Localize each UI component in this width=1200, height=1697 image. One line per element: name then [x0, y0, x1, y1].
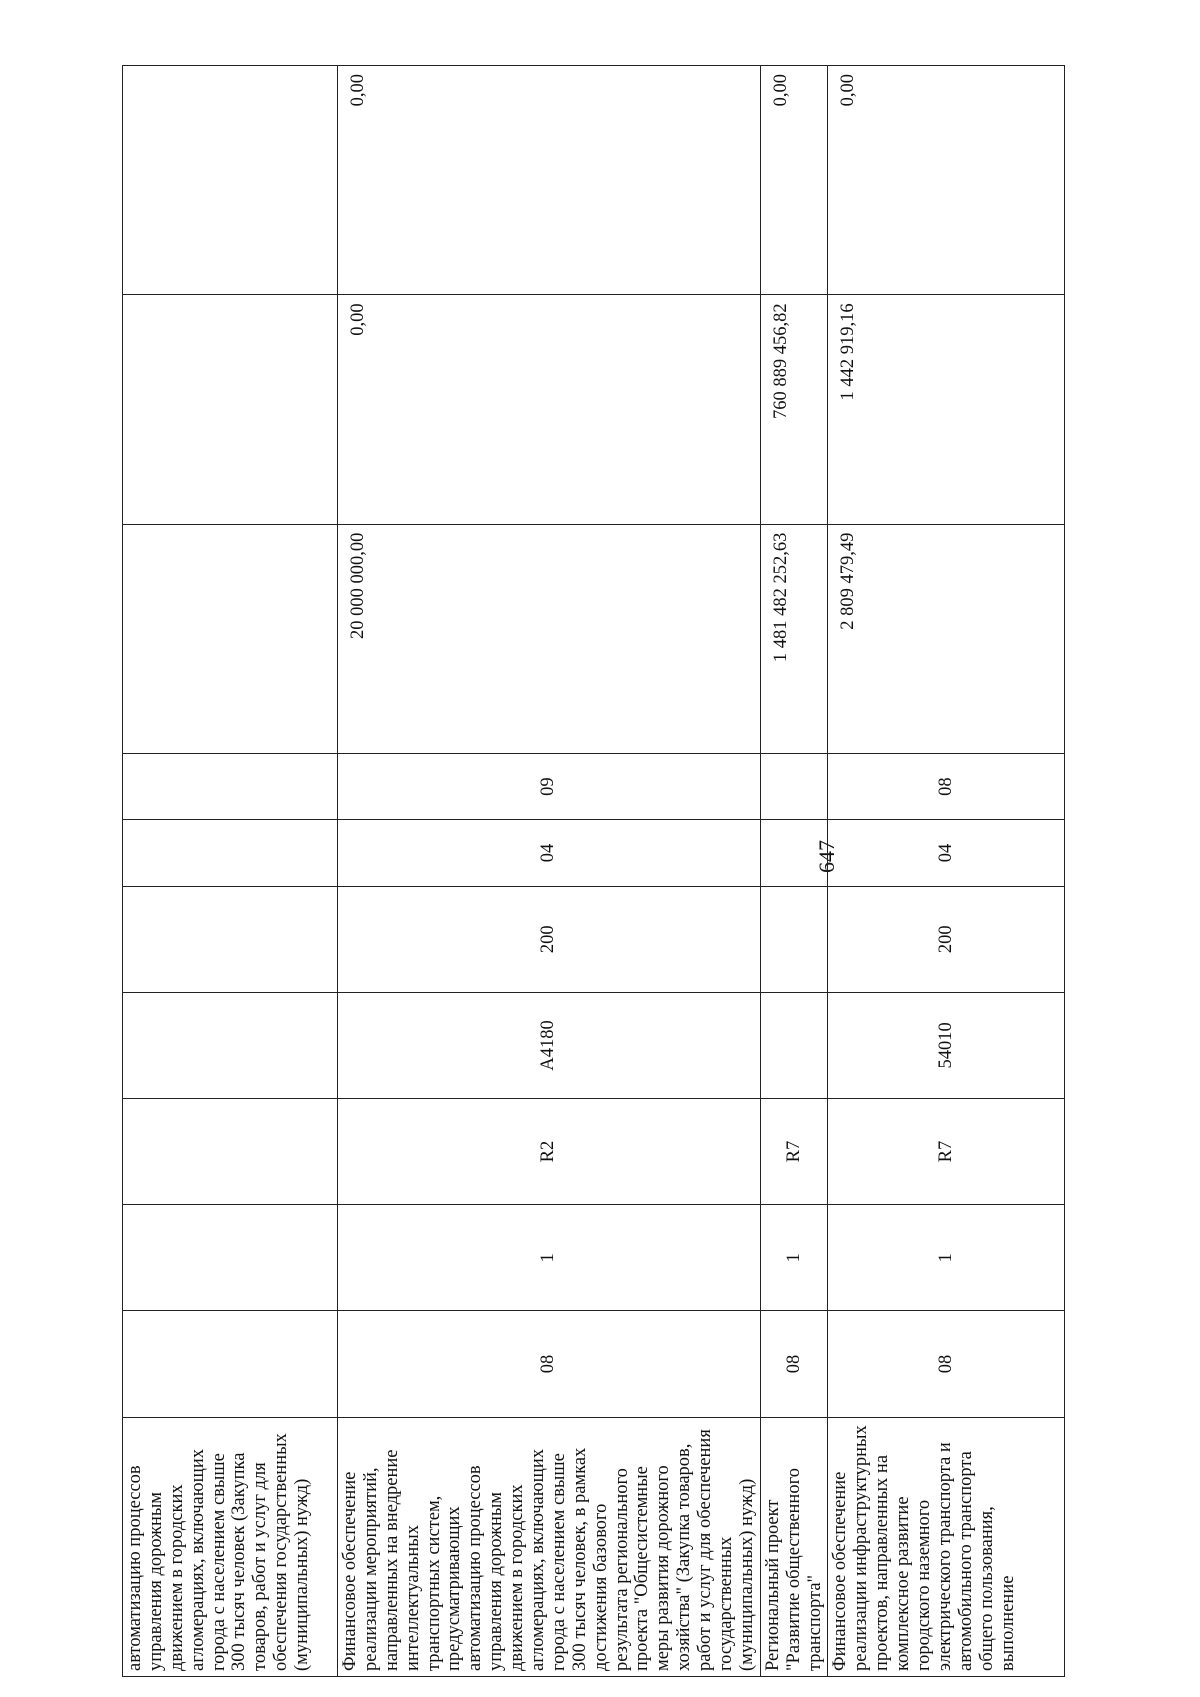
direction-cell: A4180 [338, 992, 761, 1098]
event-cell: R7 [828, 1099, 1065, 1205]
subsection-cell: 09 [338, 753, 761, 819]
program-cell [123, 1311, 338, 1417]
subsection-cell [760, 753, 828, 819]
direction-cell [123, 992, 338, 1098]
amount-3-cell [123, 66, 338, 295]
subprogram-cell: 1 [828, 1205, 1065, 1311]
rotated-page [122, 7, 1122, 1687]
amount-2-cell: 1 442 919,16 [828, 295, 1065, 524]
row-name-cell: Финансовое обеспечение реализации мероприятий, направленных на внедрение интеллектуальных транспортных систем, предусматривающих автоматизацию процессов управления дорожным движением в городских агломерациях, включающих города с населением свыше 300 тысяч человек, в рамках достижения базового результата регионального проекта "Общесистемные меры развития дорожного хозяйства" (Закупка товаров, работ и услуг для обеспечения государственных (муниципальных) нужд) [338, 1417, 761, 1676]
amount-1-cell [123, 524, 338, 753]
amount-3-cell: 0,00 [828, 66, 1065, 295]
section-cell: 04 [338, 820, 761, 886]
program-cell: 08 [338, 1311, 761, 1417]
event-cell [123, 1099, 338, 1205]
row-name-cell: Региональный проект "Развитие общественного транспорта" [760, 1417, 828, 1676]
amount-3-cell: 0,00 [338, 66, 761, 295]
table-row [828, 66, 1065, 1677]
table-row [338, 66, 761, 1677]
subsection-cell [123, 753, 338, 819]
section-cell [760, 820, 828, 886]
program-cell: 08 [760, 1311, 828, 1417]
subprogram-cell [123, 1205, 338, 1311]
amount-2-cell [123, 295, 338, 524]
expense-type-cell [123, 886, 338, 992]
direction-cell [760, 992, 828, 1098]
direction-cell: 54010 [828, 992, 1065, 1098]
row-name-cell: Финансовое обеспечение реализации инфраструктурных проектов, направленных на комплексное развитие городского наземного электрического транспорта и автомобильного транспорта общего пользования, выполнение [828, 1417, 1065, 1676]
section-cell: 04 [828, 820, 1065, 886]
section-cell [123, 820, 338, 886]
expense-type-cell [760, 886, 828, 992]
amount-1-cell: 2 809 479,49 [828, 524, 1065, 753]
event-cell: R7 [760, 1099, 828, 1205]
row-name-cell: автоматизацию процессов управления дорожным движением в городских агломерациях, включающих города с населением свыше 300 тысяч человек (Закупка товаров, работ и услуг для обеспечения государственных (муниципальных) нужд) [123, 1417, 338, 1676]
page-number: 647 [814, 840, 839, 873]
expense-type-cell: 200 [338, 886, 761, 992]
subprogram-cell: 1 [760, 1205, 828, 1311]
subprogram-cell: 1 [338, 1205, 761, 1311]
table-row [760, 66, 828, 1677]
amount-1-cell: 20 000 000,00 [338, 524, 761, 753]
amount-2-cell: 760 889 456,82 [760, 295, 828, 524]
event-cell: R2 [338, 1099, 761, 1205]
expense-type-cell: 200 [828, 886, 1065, 992]
amount-1-cell: 1 481 482 252,63 [760, 524, 828, 753]
amount-2-cell: 0,00 [338, 295, 761, 524]
budget-table [122, 65, 1065, 1677]
subsection-cell: 08 [828, 753, 1065, 819]
program-cell: 08 [828, 1311, 1065, 1417]
amount-3-cell: 0,00 [760, 66, 828, 295]
table-row [123, 66, 338, 1677]
